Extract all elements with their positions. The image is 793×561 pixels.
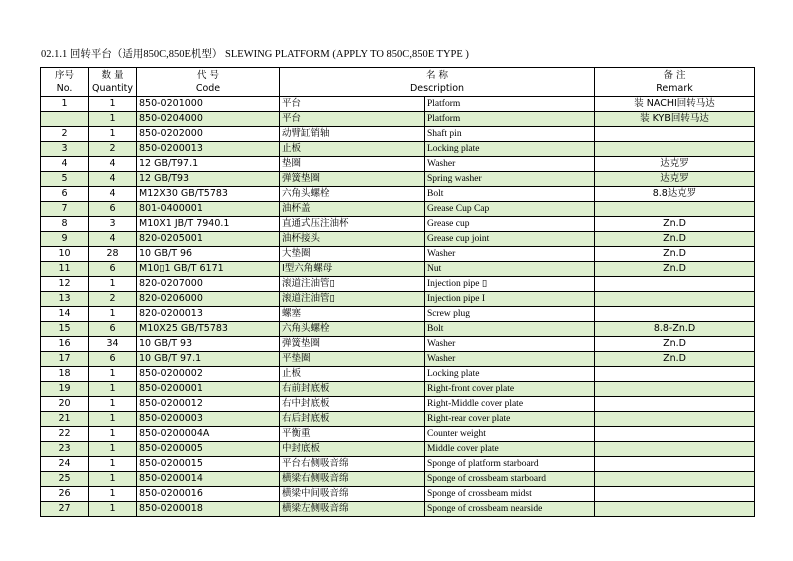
row-no (41, 112, 89, 127)
row-code: 820-0206000 (137, 292, 280, 307)
row-description-en: Washer (425, 247, 595, 262)
row-code: 12 GB/T97.1 (137, 157, 280, 172)
table-row (41, 172, 755, 187)
row-quantity: 1 (89, 502, 137, 517)
row-description-en: Grease cup joint (425, 232, 595, 247)
row-remark (595, 502, 755, 517)
row-remark (595, 397, 755, 412)
row-no: 17 (41, 352, 89, 367)
table-row (41, 412, 755, 427)
row-no: 16 (41, 337, 89, 352)
row-name-cn: 直通式压注油杯 (280, 217, 425, 232)
row-no: 12 (41, 277, 89, 292)
table-row (41, 382, 755, 397)
row-name-cn: 右后封底板 (280, 412, 425, 427)
row-code: 850-0200012 (137, 397, 280, 412)
row-name-cn: 平台右侧吸音绵 (280, 457, 425, 472)
row-quantity: 2 (89, 292, 137, 307)
row-remark (595, 457, 755, 472)
row-no: 19 (41, 382, 89, 397)
row-quantity: 1 (89, 367, 137, 382)
row-quantity: 4 (89, 172, 137, 187)
table-row (41, 202, 755, 217)
row-code: 850-0200015 (137, 457, 280, 472)
row-code: 820-0207000 (137, 277, 280, 292)
row-quantity: 1 (89, 307, 137, 322)
row-description-en: Bolt (425, 187, 595, 202)
row-code: 850-0201000 (137, 97, 280, 112)
table-row (41, 247, 755, 262)
row-code: 850-0200018 (137, 502, 280, 517)
row-code: 820-0200013 (137, 307, 280, 322)
table-row (41, 427, 755, 442)
table-row (41, 292, 755, 307)
header-row (41, 68, 755, 97)
row-quantity: 1 (89, 277, 137, 292)
header-remark: 备 注 Remark (595, 68, 755, 97)
row-remark: Zn.D (595, 337, 755, 352)
row-code: M10X25 GB/T5783 (137, 322, 280, 337)
row-no: 21 (41, 412, 89, 427)
row-remark: 装 NACHI回转马达 (595, 97, 755, 112)
row-no: 26 (41, 487, 89, 502)
row-description-en: Platform (425, 112, 595, 127)
row-description-en: Locking plate (425, 367, 595, 382)
row-name-cn: 止板 (280, 367, 425, 382)
row-remark: Zn.D (595, 232, 755, 247)
row-no: 27 (41, 502, 89, 517)
row-name-cn: 滚道注油管▯ (280, 277, 425, 292)
row-no: 6 (41, 187, 89, 202)
row-name-cn: 弹簧垫圈 (280, 172, 425, 187)
row-no: 4 (41, 157, 89, 172)
header-no: 序号 No. (41, 68, 89, 97)
row-code: 850-0200002 (137, 367, 280, 382)
row-quantity: 1 (89, 427, 137, 442)
table-row (41, 142, 755, 157)
row-no: 13 (41, 292, 89, 307)
row-code: 850-0200001 (137, 382, 280, 397)
row-quantity: 1 (89, 382, 137, 397)
row-name-cn: 右中封底板 (280, 397, 425, 412)
row-description-en: Injection pipe ▯ (425, 277, 595, 292)
table-row (41, 277, 755, 292)
row-code: 12 GB/T93 (137, 172, 280, 187)
table-row (41, 157, 755, 172)
row-name-cn: 横梁左侧吸音绵 (280, 502, 425, 517)
row-remark (595, 442, 755, 457)
row-no: 9 (41, 232, 89, 247)
row-name-cn: 止板 (280, 142, 425, 157)
row-remark: 达克罗 (595, 172, 755, 187)
row-code: 820-0205001 (137, 232, 280, 247)
table-row (41, 457, 755, 472)
table-row (41, 502, 755, 517)
row-no: 10 (41, 247, 89, 262)
row-remark (595, 142, 755, 157)
row-remark (595, 307, 755, 322)
row-code: 10 GB/T 93 (137, 337, 280, 352)
row-remark: Zn.D (595, 217, 755, 232)
table-row (41, 97, 755, 112)
table-row (41, 232, 755, 247)
row-quantity: 1 (89, 127, 137, 142)
row-quantity: 6 (89, 322, 137, 337)
row-name-cn: 横梁中间吸音绵 (280, 487, 425, 502)
row-quantity: 1 (89, 457, 137, 472)
row-remark: 装 KYB回转马达 (595, 112, 755, 127)
row-description-en: Washer (425, 352, 595, 367)
row-description-en: Sponge of platform starboard (425, 457, 595, 472)
header-code: 代 号 Code (137, 68, 280, 97)
row-description-en: Grease cup (425, 217, 595, 232)
row-quantity: 1 (89, 472, 137, 487)
row-remark: 8.8-Zn.D (595, 322, 755, 337)
row-description-en: Right-front cover plate (425, 382, 595, 397)
table-row (41, 262, 755, 277)
row-no: 1 (41, 97, 89, 112)
table-row (41, 367, 755, 382)
row-quantity: 28 (89, 247, 137, 262)
row-code: M10X1 JB/T 7940.1 (137, 217, 280, 232)
table-row (41, 307, 755, 322)
row-description-en: Locking plate (425, 142, 595, 157)
row-quantity: 4 (89, 157, 137, 172)
row-code: 850-0204000 (137, 112, 280, 127)
row-no: 22 (41, 427, 89, 442)
row-no: 3 (41, 142, 89, 157)
row-no: 18 (41, 367, 89, 382)
row-remark (595, 412, 755, 427)
row-quantity: 6 (89, 262, 137, 277)
row-quantity: 2 (89, 142, 137, 157)
header-description: 名 称 Description (280, 68, 595, 97)
table-row (41, 187, 755, 202)
row-name-cn: 螺塞 (280, 307, 425, 322)
row-name-cn: 右前封底板 (280, 382, 425, 397)
table-row (41, 217, 755, 232)
row-code: 850-0200013 (137, 142, 280, 157)
row-no: 5 (41, 172, 89, 187)
header-quantity: 数 量 Quantity (89, 68, 137, 97)
row-description-en: Washer (425, 337, 595, 352)
row-remark (595, 382, 755, 397)
row-quantity: 1 (89, 397, 137, 412)
row-description-en: Injection pipe I (425, 292, 595, 307)
row-no: 2 (41, 127, 89, 142)
row-code: 850-0200003 (137, 412, 280, 427)
row-quantity: 6 (89, 202, 137, 217)
row-description-en: Sponge of crossbeam nearside (425, 502, 595, 517)
row-code: M12X30 GB/T5783 (137, 187, 280, 202)
row-no: 25 (41, 472, 89, 487)
row-quantity: 1 (89, 112, 137, 127)
row-name-cn: 滚道注油管▯ (280, 292, 425, 307)
row-description-en: Grease Cup Cap (425, 202, 595, 217)
row-name-cn: 大垫圈 (280, 247, 425, 262)
row-no: 23 (41, 442, 89, 457)
row-description-en: Sponge of crossbeam midst (425, 487, 595, 502)
row-name-cn: 弹簧垫圈 (280, 337, 425, 352)
row-description-en: Shaft pin (425, 127, 595, 142)
row-no: 24 (41, 457, 89, 472)
row-description-en: Right-rear cover plate (425, 412, 595, 427)
row-quantity: 6 (89, 352, 137, 367)
row-no: 15 (41, 322, 89, 337)
row-quantity: 4 (89, 187, 137, 202)
row-no: 11 (41, 262, 89, 277)
row-remark (595, 277, 755, 292)
row-quantity: 1 (89, 442, 137, 457)
row-name-cn: 平台 (280, 112, 425, 127)
row-description-en: Bolt (425, 322, 595, 337)
table-row (41, 112, 755, 127)
row-name-cn: I型六角螺母 (280, 262, 425, 277)
row-code: 850-0200014 (137, 472, 280, 487)
row-description-en: Sponge of crossbeam starboard (425, 472, 595, 487)
row-description-en: Screw plug (425, 307, 595, 322)
row-code: 10 GB/T 96 (137, 247, 280, 262)
row-name-cn: 六角头螺栓 (280, 187, 425, 202)
row-no: 7 (41, 202, 89, 217)
row-name-cn: 平衡重 (280, 427, 425, 442)
row-remark (595, 427, 755, 442)
row-name-cn: 横梁右侧吸音绵 (280, 472, 425, 487)
row-description-en: Washer (425, 157, 595, 172)
row-code: 850-0200005 (137, 442, 280, 457)
row-quantity: 1 (89, 97, 137, 112)
row-name-cn: 六角头螺栓 (280, 322, 425, 337)
row-remark (595, 367, 755, 382)
row-quantity: 1 (89, 412, 137, 427)
row-description-en: Platform (425, 97, 595, 112)
row-remark: Zn.D (595, 352, 755, 367)
table-row (41, 472, 755, 487)
row-name-cn: 动臂缸销轴 (280, 127, 425, 142)
row-name-cn: 垫圈 (280, 157, 425, 172)
row-no: 8 (41, 217, 89, 232)
parts-table (40, 67, 755, 517)
table-row (41, 397, 755, 412)
table-row (41, 487, 755, 502)
row-remark: Zn.D (595, 262, 755, 277)
row-name-cn: 中封底板 (280, 442, 425, 457)
row-code: M10▯1 GB/T 6171 (137, 262, 280, 277)
row-quantity: 34 (89, 337, 137, 352)
row-description-en: Middle cover plate (425, 442, 595, 457)
table-row (41, 352, 755, 367)
row-description-en: Counter weight (425, 427, 595, 442)
row-code: 10 GB/T 97.1 (137, 352, 280, 367)
row-remark: 达克罗 (595, 157, 755, 172)
table-row (41, 127, 755, 142)
row-code: 801-0400001 (137, 202, 280, 217)
table-row (41, 322, 755, 337)
row-quantity: 4 (89, 232, 137, 247)
row-name-cn: 油杯接头 (280, 232, 425, 247)
row-remark (595, 127, 755, 142)
page-title: 02.1.1 回转平台（适用850C,850E机型） SLEWING PLATFORM (APPLY TO 850C,850E TYPE ) (41, 49, 469, 60)
row-remark (595, 487, 755, 502)
row-remark (595, 472, 755, 487)
row-remark: Zn.D (595, 247, 755, 262)
row-remark (595, 202, 755, 217)
row-name-cn: 平垫圈 (280, 352, 425, 367)
row-remark: 8.8达克罗 (595, 187, 755, 202)
row-name-cn: 平台 (280, 97, 425, 112)
table-row (41, 442, 755, 457)
row-remark (595, 292, 755, 307)
row-no: 14 (41, 307, 89, 322)
row-quantity: 1 (89, 487, 137, 502)
row-description-en: Spring washer (425, 172, 595, 187)
row-name-cn: 油杯盖 (280, 202, 425, 217)
row-code: 850-0200004A (137, 427, 280, 442)
table-row (41, 337, 755, 352)
row-code: 850-0202000 (137, 127, 280, 142)
row-description-en: Nut (425, 262, 595, 277)
row-quantity: 3 (89, 217, 137, 232)
row-no: 20 (41, 397, 89, 412)
row-code: 850-0200016 (137, 487, 280, 502)
row-description-en: Right-Middle cover plate (425, 397, 595, 412)
